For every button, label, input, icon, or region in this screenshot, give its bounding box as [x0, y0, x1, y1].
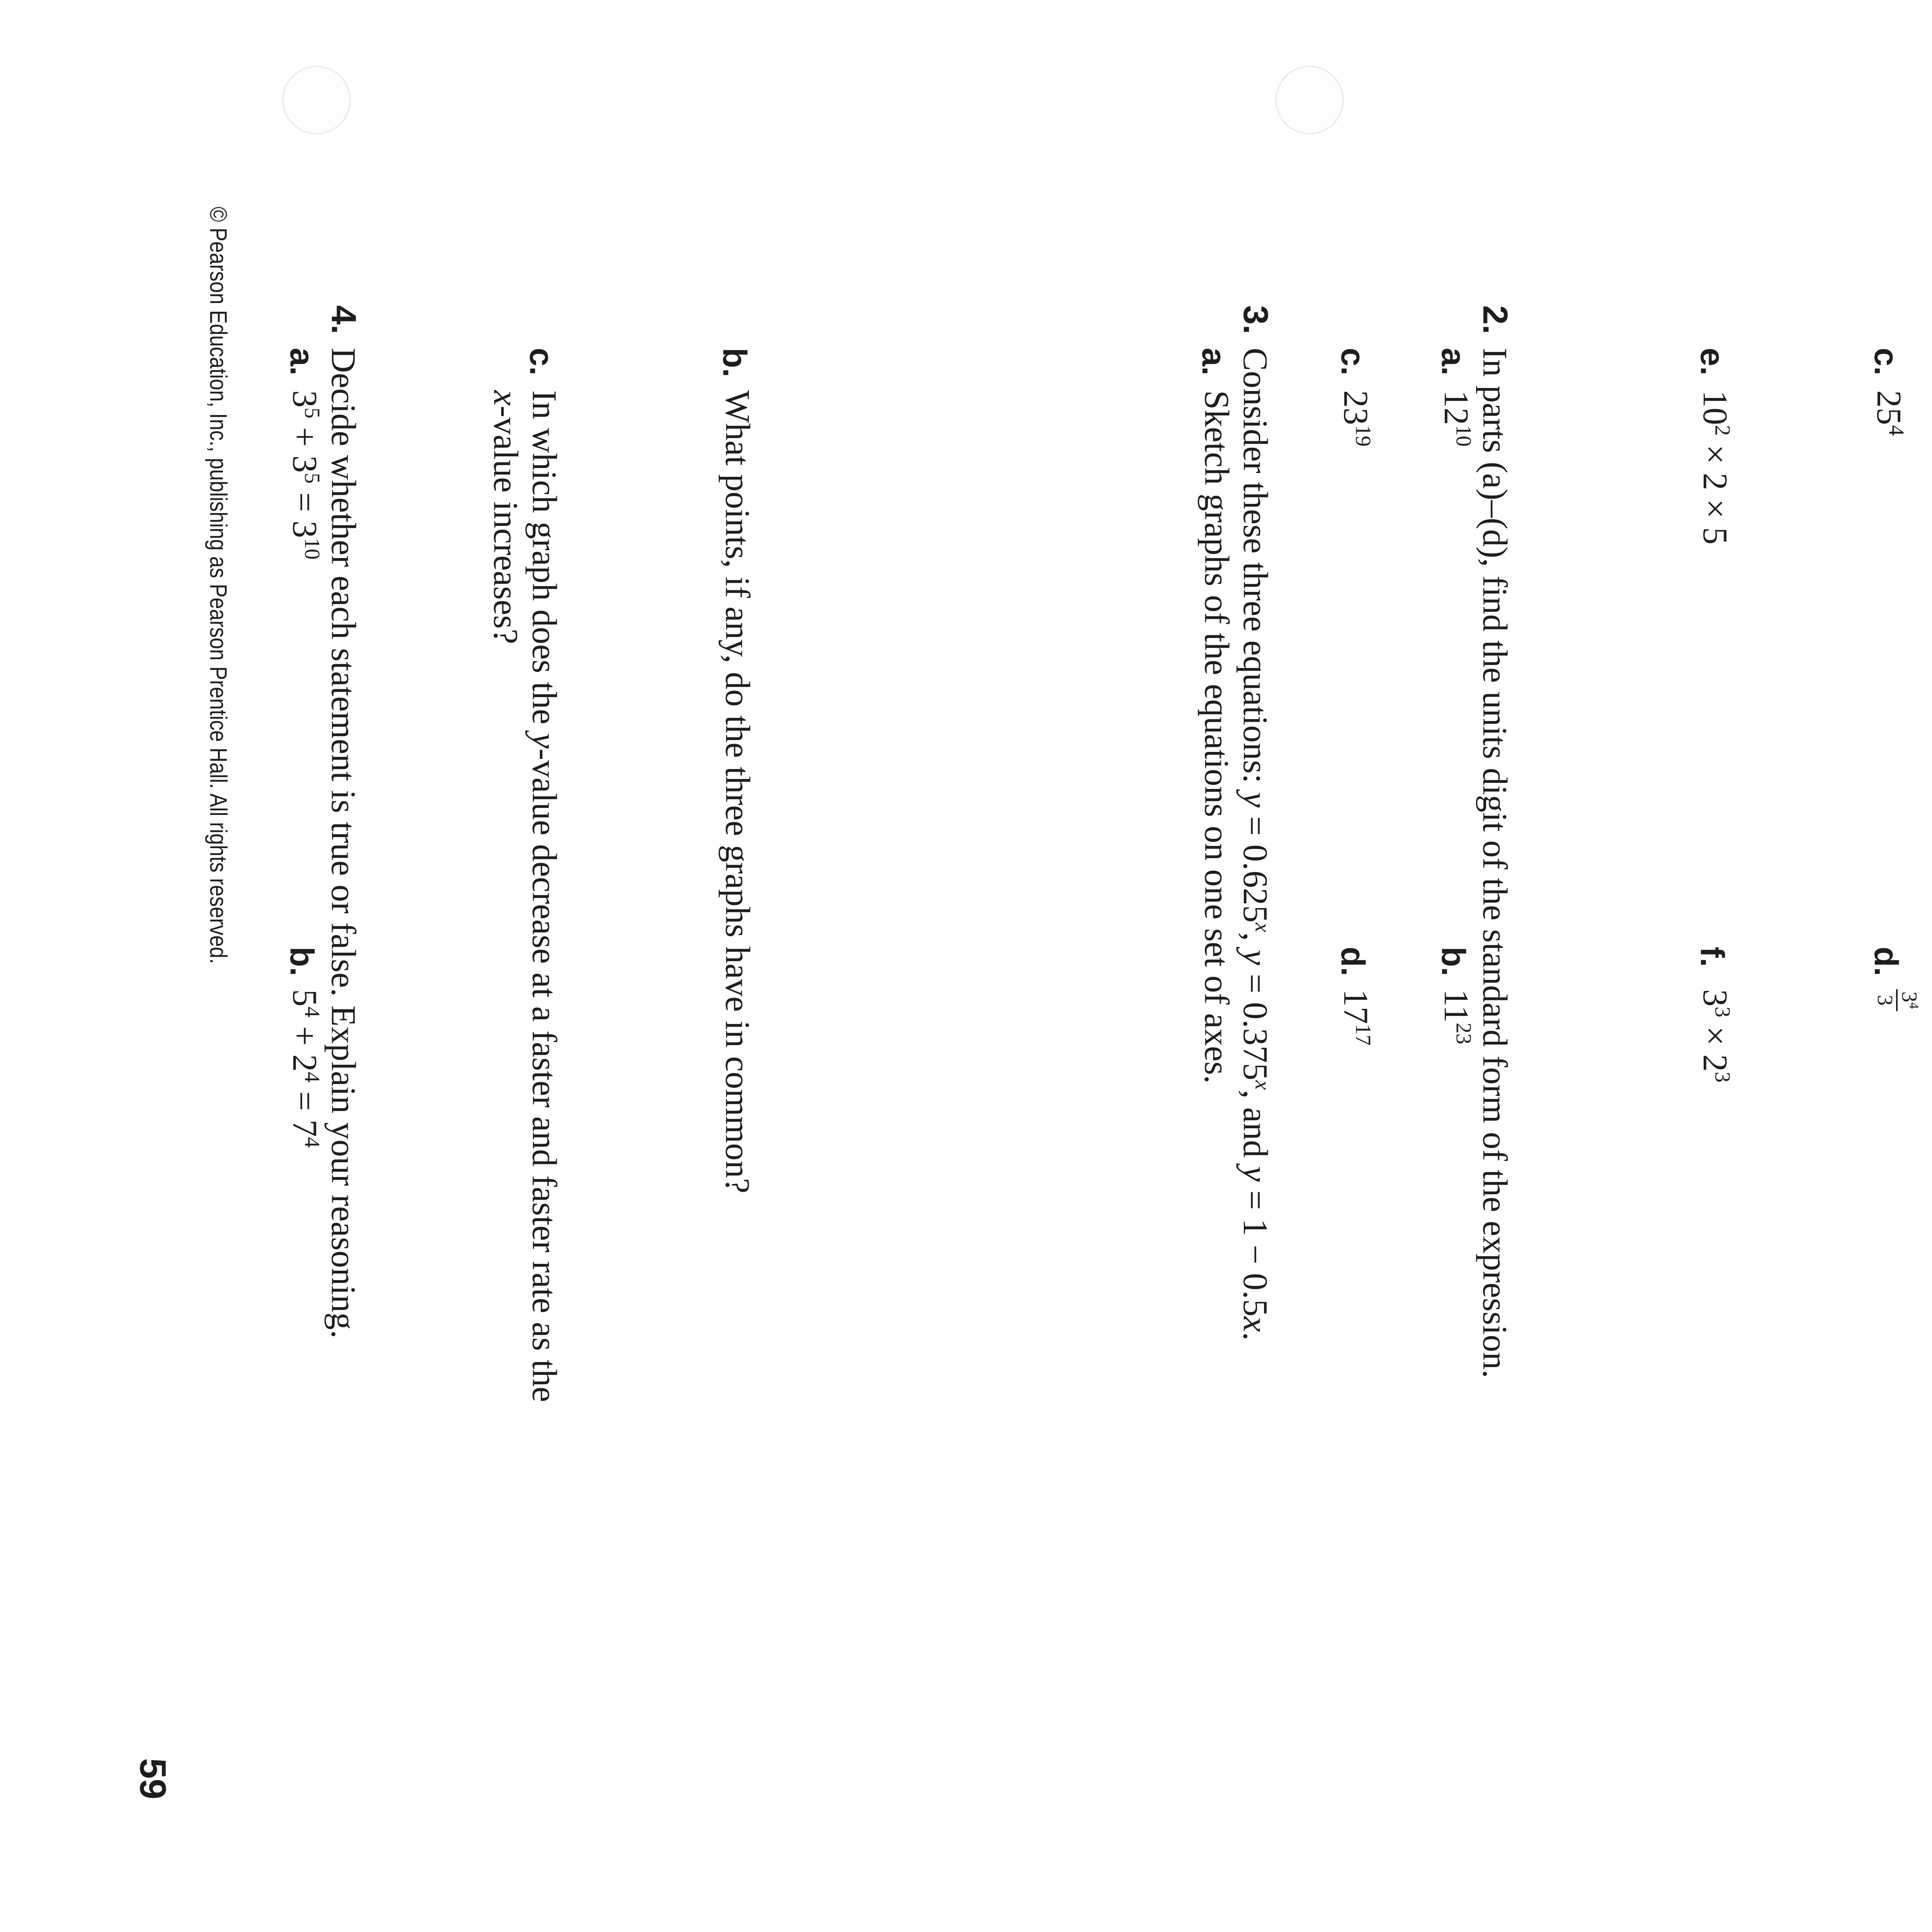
q1f-expression: $3^3 \times 2^3$	[1696, 989, 1735, 1083]
q2a-expression: $12^{10}$	[1437, 390, 1476, 447]
q2c-label: c.	[1334, 348, 1371, 376]
q3c-text-line2: x-value increases?	[486, 390, 525, 645]
page-number: 59	[132, 1758, 173, 1799]
q4b-label: b.	[283, 947, 320, 976]
q2d-label: d.	[1334, 947, 1371, 976]
q4-number: 4.	[324, 305, 363, 335]
q4a-statement: $3^5 + 3^5 = 3^{10}$	[286, 390, 324, 560]
q3a-label: a.	[1195, 348, 1232, 376]
q3c-label: c.	[523, 348, 560, 376]
copyright-notice: © Pearson Education, Inc., publishing as Pearson Prentice Hall. All rights reserved.	[205, 207, 231, 964]
q3c-text-line1: In which graph does the y-value decrease at a faster and faster rate as the	[525, 390, 563, 1402]
q2b-label: b.	[1435, 947, 1472, 976]
q1d-label: d.	[1867, 947, 1905, 976]
q2c-expression: $23^{19}$	[1337, 390, 1375, 447]
q3b-label: b.	[716, 348, 753, 378]
q3-prompt: Consider these three equations: $y = 0.625^x$, $y = 0.375^x$, and y = 1 − 0.5x.	[1236, 348, 1275, 1341]
q4b-statement: $5^4 + 2^4 = 7^4$	[286, 989, 324, 1148]
q3a-text: Sketch graphs of the equations on one set of axes.	[1197, 390, 1236, 1084]
q1c-expression: $25^4$	[1870, 390, 1908, 436]
q2-number: 2.	[1476, 305, 1514, 335]
q2a-label: a.	[1435, 348, 1472, 376]
q4a-label: a.	[283, 348, 320, 376]
q1e-expression: $10^2 \times 2 \times 5$	[1696, 390, 1735, 545]
q2b-expression: $11^{23}$	[1437, 989, 1476, 1044]
q4-prompt: Decide whether each statement is true or false. Explain your reasoning.	[324, 348, 362, 1339]
q1c-label: c.	[1867, 348, 1905, 376]
q3b-text: What points, if any, do the three graphs have in common?	[718, 390, 757, 1194]
q1e-label: e.	[1694, 348, 1731, 376]
q2d-expression: $17^{17}$	[1337, 989, 1375, 1046]
q1f-label: f.	[1694, 947, 1731, 967]
q1d-expression: $3^4$ 3	[1874, 989, 1920, 1011]
q2-prompt: In parts (a)–(d), find the units digit of the standard form of the expression.	[1476, 348, 1514, 1378]
q3-number: 3.	[1236, 305, 1275, 335]
